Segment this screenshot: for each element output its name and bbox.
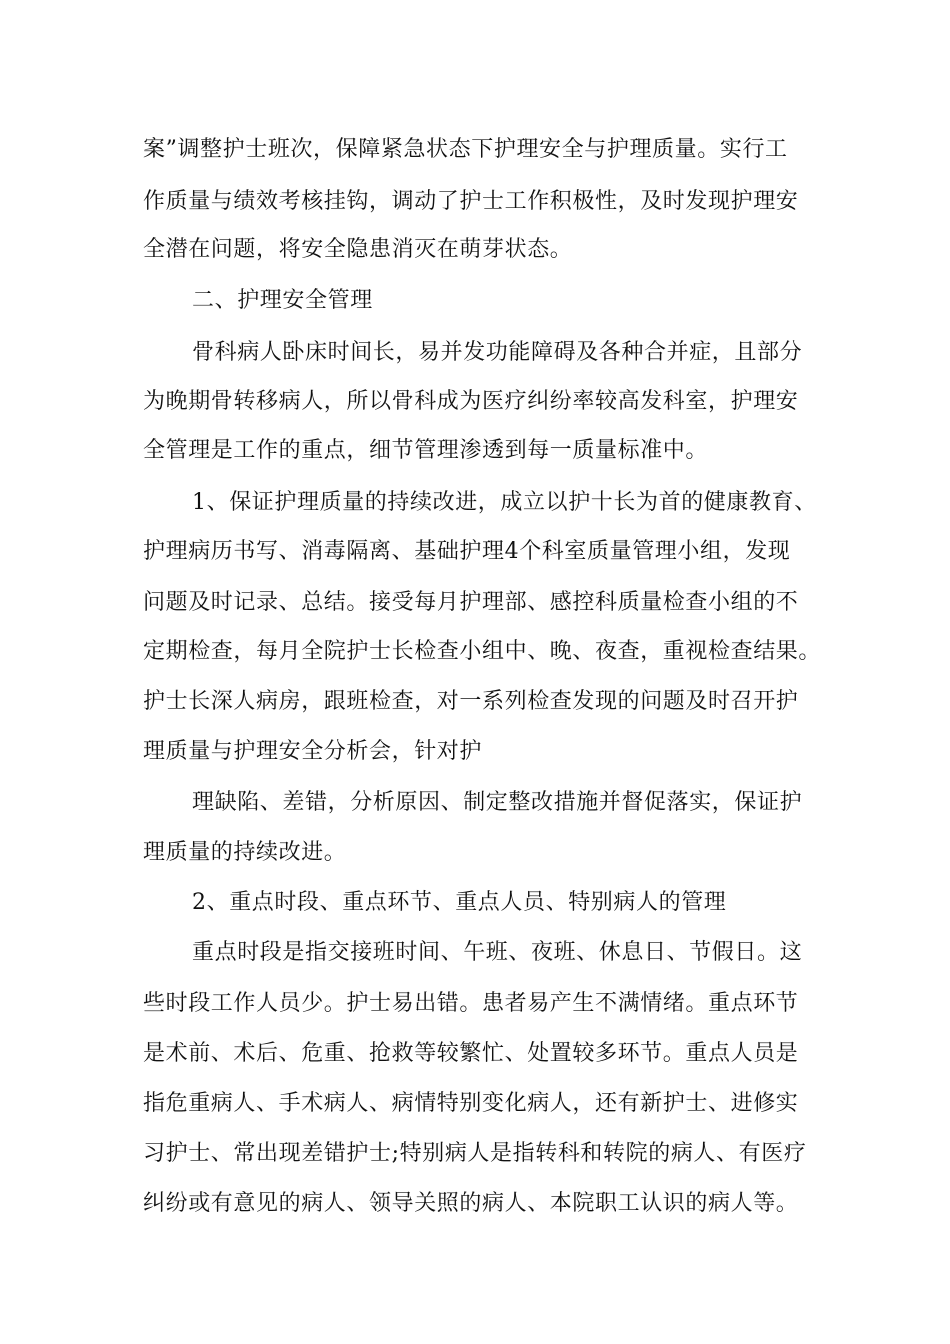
paragraph-line: 理质量与护理安全分析会，针对护 (143, 739, 483, 764)
paragraph-line: 些时段工作人员少。护士易出错。患者易产生不满情绪。重点环节 (143, 991, 799, 1016)
paragraph-line: 骨科病人卧床时间长，易并发功能障碍及各种合并症，且部分 (192, 340, 803, 365)
paragraph-line: 重点时段是指交接班时间、午班、夜班、休息日、节假日。这 (192, 940, 803, 965)
paragraph-line: 理质量的持续改进。 (143, 840, 347, 865)
paragraph-line: 理缺陷、差错，分析原因、制定整改措施并督促落实，保证护 (192, 790, 803, 815)
paragraph-line: 纠纷或有意见的病人、领导关照的病人、本院职工认识的病人等。 (143, 1191, 799, 1216)
paragraph-line: 案”调整护士班次，保障紧急状态下护理安全与护理质量。实行工 (143, 137, 788, 162)
paragraph-line: 全潜在问题，将安全隐患消灭在萌芽状态。 (143, 237, 573, 262)
paragraph-line: 定期检查，每月全院护士长检查小组中、晚、夜查，重视检查结果。 (143, 639, 822, 664)
paragraph-line: 是术前、术后、危重、抢救等较繁忙、处置较多环节。重点人员是 (143, 1041, 799, 1066)
paragraph-line: 为晚期骨转移病人，所以骨科成为医疗纠纷率较高发科室，护理安 (143, 389, 799, 414)
list-item-line: 1、保证护理质量的持续改进，成立以护十长为首的健康教育、 (192, 490, 817, 515)
section-heading: 二、护理安全管理 (192, 288, 373, 313)
paragraph-line: 习护士、常出现差错护士;特别病人是指转科和转院的病人、有医疗 (143, 1141, 807, 1166)
paragraph-line: 全管理是工作的重点，细节管理渗透到每一质量标准中。 (143, 438, 709, 463)
paragraph-line: 护理病历书写、消毒隔离、基础护理4个科室质量管理小组，发现 (143, 539, 791, 564)
paragraph-line: 作质量与绩效考核挂钩，调动了护士工作积极性，及时发现护理安 (143, 189, 799, 214)
paragraph-line: 问题及时记录、总结。接受每月护理部、感控科质量检查小组的不 (143, 590, 799, 615)
paragraph-line: 指危重病人、手术病人、病情特别变化病人，还有新护士、进修实 (143, 1091, 799, 1116)
paragraph-line: 护士长深人病房，跟班检查，对一系列检查发现的问题及时召开护 (143, 689, 799, 714)
list-item-line: 2、重点时段、重点环节、重点人员、特别病人的管理 (192, 890, 727, 915)
